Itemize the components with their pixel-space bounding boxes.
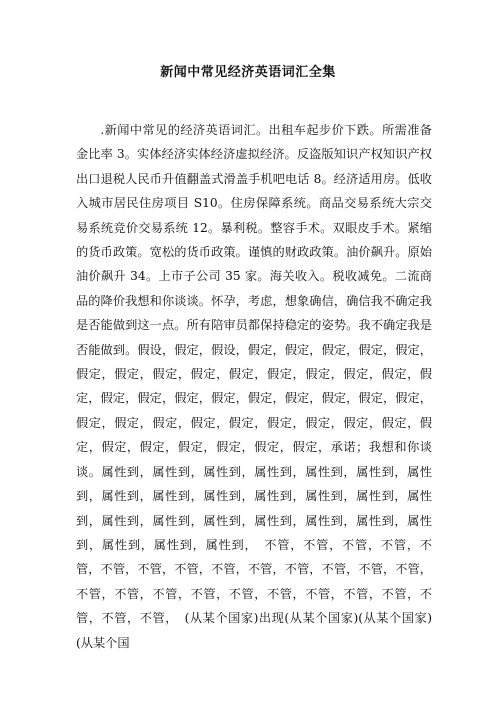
document-title: 新闻中常见经济英语词汇全集	[160, 65, 336, 80]
document-body	[76, 118, 432, 650]
body-paragraph: .新闻中常见的经济英语词汇。出租车起步价下跌。所需准备金比率 3。实体经济实体经济虚拟经济。反盗版知识产权知识产权出口退税人民币升值翻盖式滑盖手机吧电话 8。经济适用房。低收入城市居民住房项目 S10。住房保障系统。商品交易系统大宗交易系统竞价交易系统 12。暴利税。整容手术。双眼皮手术。紧缩的货币政策。宽松的货币政策。谨慎的财政政策。油价飙升。原始油价飙升 34。上市子公司 35 家。海关收入。税收减免。二流商品的降价我想和你谈谈。怀孕，考虑，想象确信，确信我不确定我是否能做到这一点。所有陪审员都保持稳定的姿势。我不确定我是否能做到。假设，假定，假设，假定，假定，假定，假定，假定，假定，假定，假定，假定，假定，假定，假定，假定，假定，假定，假定，假定，假定，假定，假定，假定，假定，假定，假定，假定，假定，假定，假定，假定，假定，假定，假定，假定，假定，假定，假定，假定，假定，假定，假定，承诺；我想和你谈谈。属性到，属性到，属性到，属性到，属性到，属性到，属性到，属性到，属性到，属性到，属性到，属性到，属性到，属性到，属性到，属性到，属性到，属性到，属性到，属性到，属性到，属性到，属性到，属性到， 不管，不管，不管，不管，不管，不管，不管，不管，不管，不管，不管，不管，不管，不管，不管，不管，不管，不管，不管，不管，不管，不管，不管，不管，不管，不管， (从某个国家)出现(从某个国家)(从某个国家)(从某个国	[76, 123, 432, 650]
